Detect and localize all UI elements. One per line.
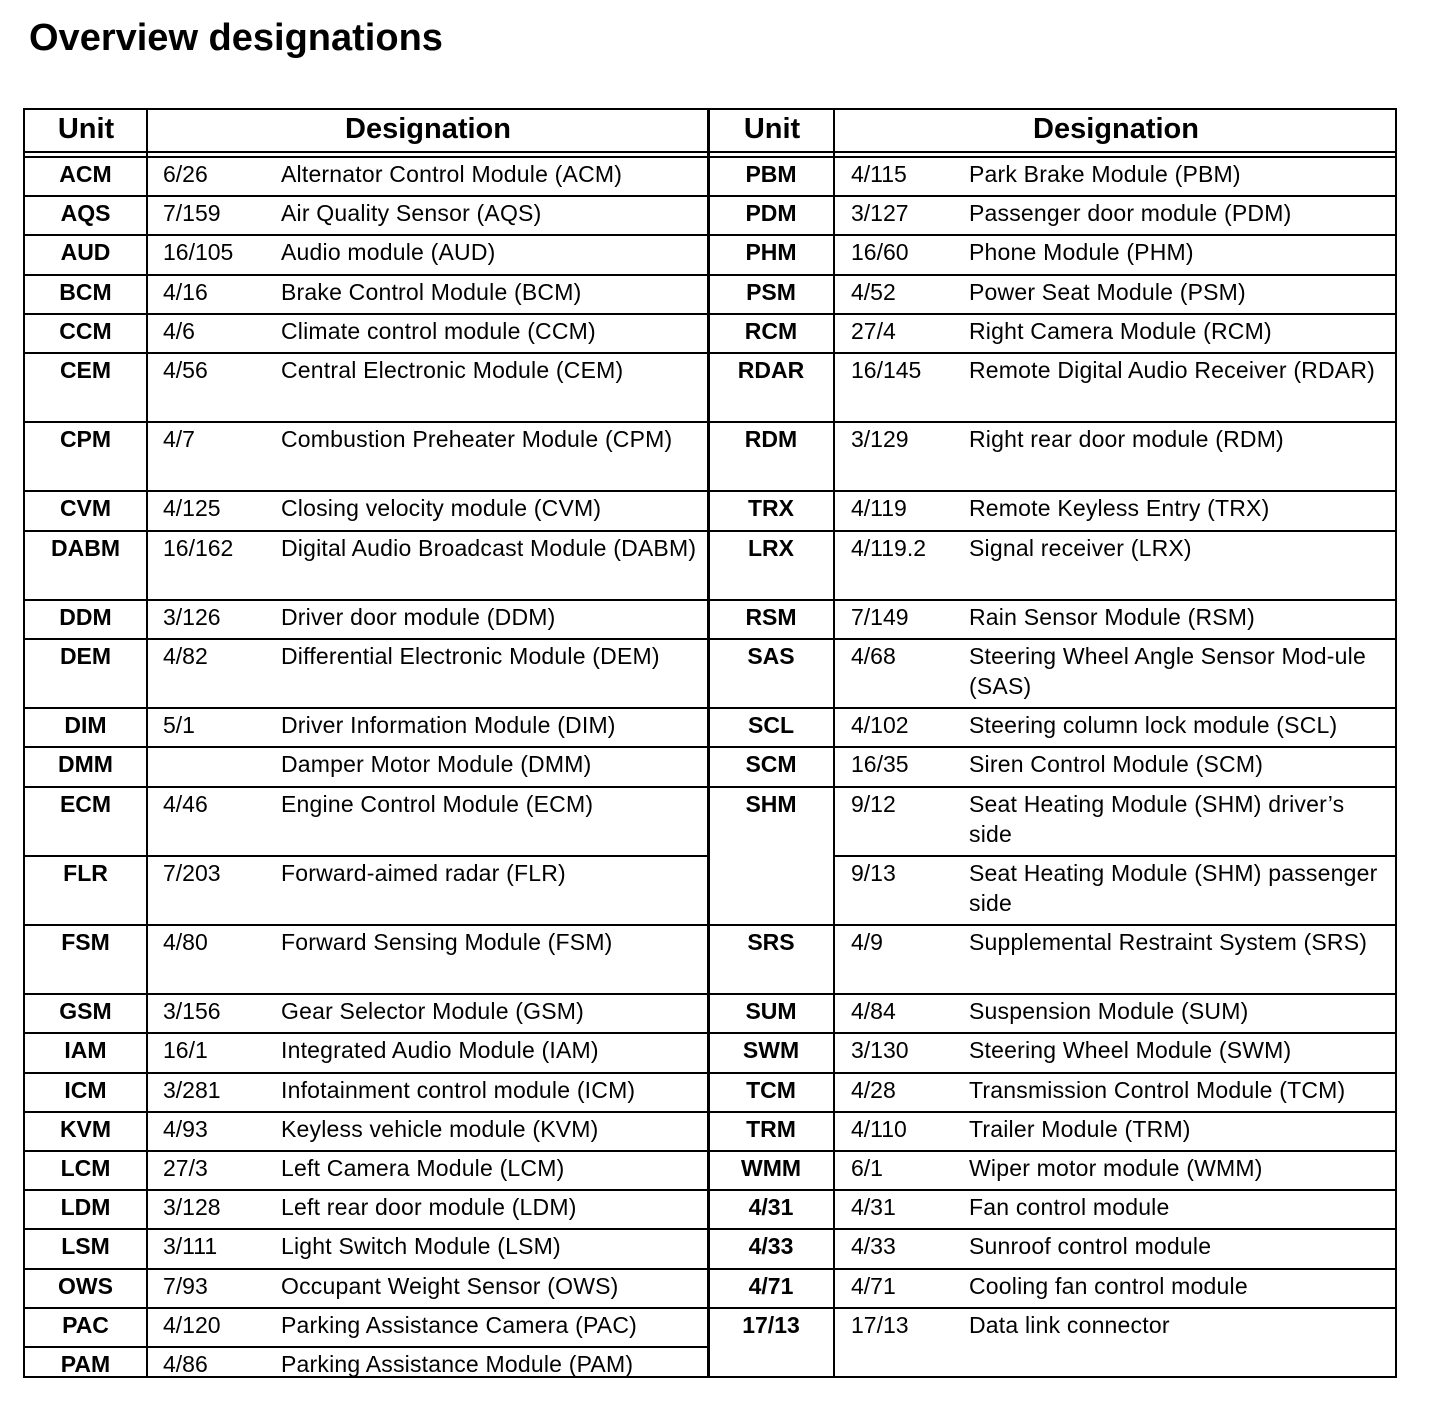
description-cell: Audio module (AUD) <box>281 239 496 266</box>
code-cell: 16/60 <box>851 239 909 266</box>
description-cell: Sunroof control module <box>969 1233 1212 1260</box>
description-cell: Driver door module (DDM) <box>281 603 556 630</box>
description-cell: Supplemental Restraint System (SRS) <box>969 929 1368 955</box>
row-divider <box>25 924 708 926</box>
unit-cell: PSM <box>746 278 796 305</box>
description-cell: Right rear door module (RDM) <box>969 426 1284 453</box>
unit-cell: PHM <box>745 239 797 266</box>
description-cell: Brake Control Module (BCM) <box>281 278 582 305</box>
description-cell: Driver Information Module (DIM) <box>281 712 616 739</box>
code-cell: 4/86 <box>163 1351 208 1377</box>
code-cell: 3/127 <box>851 200 909 227</box>
row-divider <box>709 274 1397 276</box>
row-divider <box>25 1032 708 1034</box>
description-cell: Forward Sensing Module (FSM) <box>281 929 613 955</box>
description-cell: Right Camera Module (RCM) <box>969 317 1272 344</box>
code-cell: 4/7 <box>163 426 195 453</box>
code-cell: 16/35 <box>851 751 909 778</box>
unit-cell: LDM <box>60 1194 111 1221</box>
unit-cell: 4/31 <box>748 1194 794 1221</box>
row-divider <box>709 924 1397 926</box>
description-cell: Light Switch Module (LSM) <box>281 1233 561 1260</box>
description-cell: Trailer Module (TRM) <box>969 1115 1191 1142</box>
row-divider <box>25 599 708 601</box>
unit-cell: CCM <box>59 317 112 344</box>
code-cell: 4/9 <box>851 929 883 955</box>
description-cell: Engine Control Module (ECM) <box>281 790 594 817</box>
code-cell: 27/3 <box>163 1155 208 1181</box>
row-divider <box>709 1189 1397 1191</box>
row-divider <box>709 599 1397 601</box>
row-divider <box>709 707 1397 709</box>
unit-cell: 4/33 <box>748 1233 794 1260</box>
code-cell: 4/33 <box>851 1233 896 1260</box>
code-cell: 3/128 <box>163 1194 221 1221</box>
description-cell: Forward-aimed radar (FLR) <box>281 859 566 886</box>
row-divider <box>709 786 1397 788</box>
description-cell: Damper Motor Module (DMM) <box>281 751 592 778</box>
unit-cell: RDM <box>744 426 798 453</box>
unit-cell: TRM <box>746 1115 796 1142</box>
row-divider <box>25 274 708 276</box>
unit-cell: AQS <box>60 200 111 227</box>
code-cell: 4/68 <box>851 643 896 669</box>
row-divider <box>709 530 1397 532</box>
row-divider <box>709 1307 1397 1309</box>
unit-cell: SAS <box>747 643 795 669</box>
description-cell: Closing velocity module (CVM) <box>281 495 602 522</box>
description-cell: Steering Wheel Angle Sensor Mod-ule (SAS) <box>969 643 1366 699</box>
row-divider <box>25 421 708 423</box>
unit-cell: SHM <box>745 790 797 817</box>
code-cell: 4/46 <box>163 790 208 817</box>
row-divider <box>25 1228 708 1230</box>
description-cell: Signal receiver (LRX) <box>969 534 1192 561</box>
code-cell: 9/13 <box>851 859 896 886</box>
code-cell: 4/6 <box>163 317 195 344</box>
description-cell: Air Quality Sensor (AQS) <box>281 200 542 227</box>
row-divider <box>25 530 708 532</box>
row-divider <box>835 855 1397 857</box>
row-divider <box>25 1150 708 1152</box>
code-cell: 4/119.2 <box>851 534 927 561</box>
unit-cell: AUD <box>60 239 111 266</box>
code-cell: 3/129 <box>851 426 909 453</box>
description-cell: Parking Assistance Camera (PAC) <box>281 1311 638 1338</box>
unit-cell: LRX <box>748 534 794 561</box>
row-divider <box>709 195 1397 197</box>
row-divider <box>25 313 708 315</box>
unit-cell: 17/13 <box>742 1311 800 1338</box>
unit-cell: CVM <box>59 495 112 522</box>
row-divider <box>709 638 1397 640</box>
unit-cell: RSM <box>745 603 797 630</box>
unit-cell: SCM <box>745 751 797 778</box>
description-cell: Passenger door module (PDM) <box>969 200 1292 227</box>
row-divider <box>25 1307 708 1309</box>
unit-cell: SWM <box>742 1037 800 1064</box>
code-cell: 17/13 <box>851 1311 909 1338</box>
header-designation-right: Designation <box>1033 113 1199 145</box>
description-cell: Data link connector <box>969 1311 1170 1338</box>
unit-cell: DDM <box>59 603 112 630</box>
unit-cell: SCL <box>748 712 794 739</box>
description-cell: Integrated Audio Module (IAM) <box>281 1037 599 1064</box>
code-cell: 4/71 <box>851 1272 896 1299</box>
unit-cell: TCM <box>746 1076 796 1103</box>
code-cell: 27/4 <box>851 317 896 344</box>
description-cell: Keyless vehicle module (KVM) <box>281 1115 599 1142</box>
description-cell: Wiper motor module (WMM) <box>969 1155 1263 1181</box>
unit-cell: 4/71 <box>748 1272 794 1299</box>
code-cell: 6/26 <box>163 161 208 187</box>
code-cell: 4/120 <box>163 1311 221 1338</box>
description-cell: Remote Digital Audio Receiver (RDAR) <box>969 357 1376 383</box>
code-cell: 16/145 <box>851 357 922 383</box>
unit-cell: FLR <box>63 859 108 886</box>
description-cell: Digital Audio Broadcast Module (DABM) <box>281 534 697 561</box>
row-divider <box>25 1346 708 1348</box>
code-cell: 4/56 <box>163 357 208 383</box>
unit-cell: LSM <box>61 1233 110 1260</box>
description-cell: Infotainment control module (ICM) <box>281 1076 636 1103</box>
description-cell: Steering column lock module (SCL) <box>969 712 1338 739</box>
unit-cell: PAC <box>62 1311 109 1338</box>
code-cell: 7/159 <box>163 200 221 227</box>
unit-cell: CPM <box>59 426 112 453</box>
code-cell: 3/281 <box>163 1076 221 1103</box>
description-cell: Suspension Module (SUM) <box>969 998 1249 1025</box>
column-divider <box>146 110 148 1376</box>
code-cell: 5/1 <box>163 712 195 739</box>
code-cell: 7/93 <box>163 1272 208 1299</box>
code-cell: 4/82 <box>163 643 208 669</box>
unit-cell: LCM <box>60 1155 111 1181</box>
header-unit-right: Unit <box>743 113 801 145</box>
row-divider <box>709 993 1397 995</box>
description-cell: Cooling fan control module <box>969 1272 1248 1299</box>
code-cell: 4/115 <box>851 161 907 187</box>
row-divider <box>709 1228 1397 1230</box>
header-designation-left: Designation <box>345 113 511 145</box>
code-cell: 4/84 <box>851 998 896 1025</box>
row-divider <box>709 1072 1397 1074</box>
code-cell: 9/12 <box>851 790 896 817</box>
description-cell: Seat Heating Module (SHM) driver’s side <box>969 790 1345 847</box>
row-divider <box>25 352 708 354</box>
description-cell: Gear Selector Module (GSM) <box>281 998 585 1025</box>
description-cell: Left rear door module (LDM) <box>281 1194 577 1221</box>
code-cell: 16/162 <box>163 534 234 561</box>
unit-cell: ACM <box>59 161 112 187</box>
description-cell: Fan control module <box>969 1194 1170 1221</box>
description-cell: Park Brake Module (PBM) <box>969 161 1241 187</box>
row-divider <box>25 638 708 640</box>
code-cell: 3/156 <box>163 998 221 1025</box>
code-cell: 4/16 <box>163 278 208 305</box>
header-divider <box>25 151 1395 153</box>
code-cell: 3/111 <box>163 1233 218 1260</box>
header-divider-double <box>25 156 1395 158</box>
code-cell: 7/203 <box>163 859 221 886</box>
code-cell: 3/130 <box>851 1037 909 1064</box>
code-cell: 7/149 <box>851 603 909 630</box>
code-cell: 16/1 <box>163 1037 208 1064</box>
column-divider <box>833 110 835 1376</box>
description-cell: Power Seat Module (PSM) <box>969 278 1246 305</box>
code-cell: 4/93 <box>163 1115 208 1142</box>
unit-cell: CEM <box>59 357 112 383</box>
code-cell: 4/31 <box>851 1194 896 1221</box>
row-divider <box>709 746 1397 748</box>
unit-cell: SRS <box>747 929 795 955</box>
row-divider <box>25 1268 708 1270</box>
unit-cell: PAM <box>60 1351 111 1377</box>
unit-cell: DMM <box>58 751 113 778</box>
description-cell: Climate control module (CCM) <box>281 317 596 344</box>
header-unit-left: Unit <box>57 113 115 145</box>
row-divider <box>709 313 1397 315</box>
row-divider <box>709 421 1397 423</box>
row-divider <box>25 707 708 709</box>
row-divider <box>25 1072 708 1074</box>
row-divider <box>709 352 1397 354</box>
description-cell: Combustion Preheater Module (CPM) <box>281 426 673 453</box>
description-cell: Steering Wheel Module (SWM) <box>969 1037 1292 1064</box>
code-cell: 4/102 <box>851 712 909 739</box>
page-title: Overview designations <box>29 17 443 59</box>
row-divider <box>709 1111 1397 1113</box>
unit-cell: DIM <box>64 712 107 739</box>
row-divider <box>709 1268 1397 1270</box>
row-divider <box>25 746 708 748</box>
description-cell: Siren Control Module (SCM) <box>969 751 1264 778</box>
code-cell: 4/125 <box>163 495 221 522</box>
row-divider <box>25 855 708 857</box>
unit-cell: OWS <box>58 1272 113 1299</box>
row-divider <box>25 234 708 236</box>
unit-cell: RCM <box>744 317 798 344</box>
description-cell: Phone Module (PHM) <box>969 239 1194 266</box>
row-divider <box>25 993 708 995</box>
unit-cell: WMM <box>740 1155 802 1181</box>
code-cell: 16/105 <box>163 239 234 266</box>
row-divider <box>25 786 708 788</box>
unit-cell: FSM <box>61 929 110 955</box>
unit-cell: BCM <box>59 278 112 305</box>
description-cell: Remote Keyless Entry (TRX) <box>969 495 1270 522</box>
code-cell: 4/119 <box>851 495 907 522</box>
row-divider <box>709 1032 1397 1034</box>
description-cell: Rain Sensor Module (RSM) <box>969 603 1256 630</box>
unit-cell: KVM <box>59 1115 112 1142</box>
description-cell: Left Camera Module (LCM) <box>281 1155 565 1181</box>
unit-cell: PBM <box>745 161 797 187</box>
description-cell: Differential Electronic Module (DEM) <box>281 643 660 669</box>
unit-cell: ICM <box>64 1076 107 1103</box>
unit-cell: ECM <box>59 790 112 817</box>
description-cell: Transmission Control Module (TCM) <box>969 1076 1346 1103</box>
row-divider <box>709 1150 1397 1152</box>
row-divider <box>25 490 708 492</box>
code-cell: 3/126 <box>163 603 221 630</box>
unit-cell: DEM <box>59 643 112 669</box>
row-divider <box>709 490 1397 492</box>
row-divider <box>25 1111 708 1113</box>
description-cell: Central Electronic Module (CEM) <box>281 357 624 383</box>
description-cell: Seat Heating Module (SHM) passenger side <box>969 859 1378 916</box>
unit-cell: GSM <box>59 998 112 1025</box>
unit-cell: IAM <box>64 1037 107 1064</box>
description-cell: Alternator Control Module (ACM) <box>281 161 623 187</box>
description-cell: Parking Assistance Module (PAM) <box>281 1351 634 1377</box>
code-cell: 4/80 <box>163 929 208 955</box>
unit-cell: RDAR <box>737 357 805 383</box>
code-cell: 4/28 <box>851 1076 896 1103</box>
code-cell: 4/110 <box>851 1115 907 1142</box>
unit-cell: PDM <box>745 200 797 227</box>
description-cell: Occupant Weight Sensor (OWS) <box>281 1272 619 1299</box>
row-divider <box>709 234 1397 236</box>
unit-cell: SUM <box>745 998 797 1025</box>
code-cell: 6/1 <box>851 1155 883 1181</box>
code-cell: 4/52 <box>851 278 896 305</box>
row-divider <box>25 1189 708 1191</box>
unit-cell: TRX <box>748 495 794 522</box>
row-divider <box>25 195 708 197</box>
unit-cell: DABM <box>51 534 120 561</box>
designation-table <box>23 108 1397 1378</box>
